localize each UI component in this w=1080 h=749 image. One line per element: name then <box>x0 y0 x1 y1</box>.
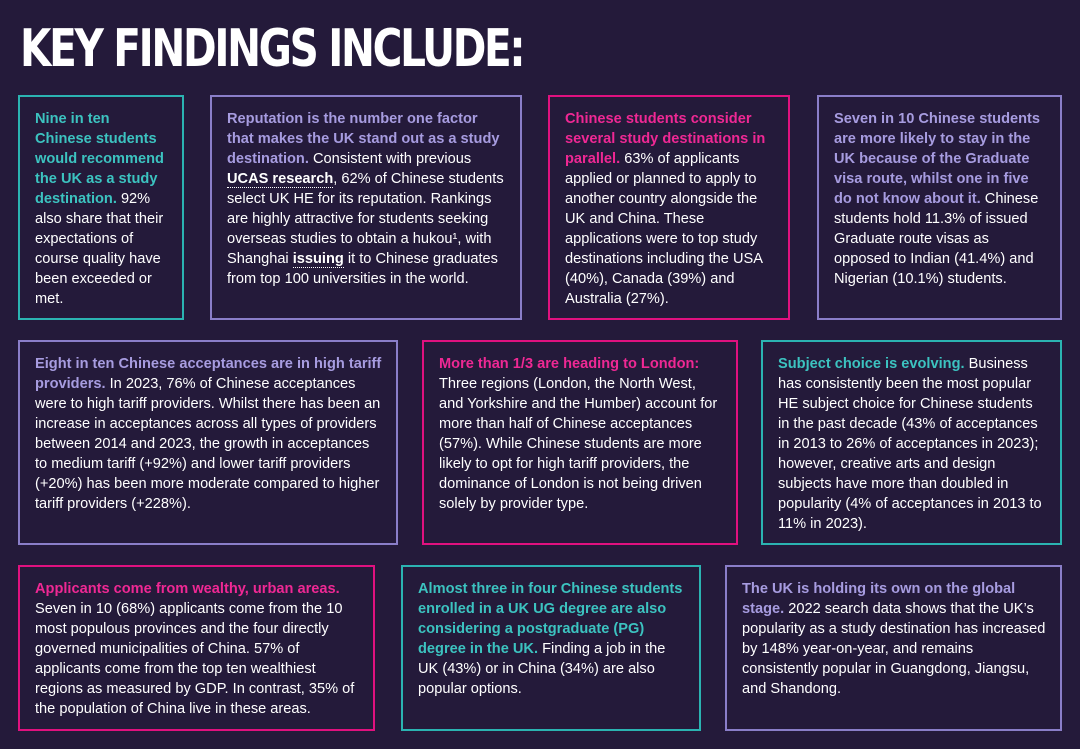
finding-headline: More than 1/3 are heading to London: <box>439 356 700 372</box>
finding-card-wealthy-areas <box>18 565 375 731</box>
finding-headline: The UK is holding its own on the global stage. <box>742 581 1016 617</box>
ucas-research-link[interactable]: UCAS research <box>227 171 334 187</box>
finding-body: 63% of applicants applied or planned to apply to another country alongside the UK and China. These applications were to top study destinations including the USA (40%), Canada (39%) and Australia (27%). <box>565 151 763 307</box>
finding-headline: Eight in ten Chinese acceptances are in high tariff providers. <box>35 356 382 392</box>
finding-body: , 62% of Chinese students select UK HE for its reputation. Rankings are highly attractive for students seeking overseas studies to obtain a hukou¹, with Shanghai <box>227 171 504 267</box>
finding-body: it to Chinese graduates from top 100 universities in the world. <box>227 251 498 287</box>
finding-headline: Reputation is the number one factor that makes the UK stand out as a study destination. <box>227 111 500 167</box>
finding-body: 2022 search data shows that the UK’s popularity as a study destination has increased by 148% year-on-year, and remains consistently popular in Guangdong, Jiangsu, and Shandong. <box>742 601 1046 697</box>
finding-body: Chinese students hold 11.3% of issued Graduate route visas as opposed to Indian (41.4%) and Nigerian (10.1%) students. <box>834 191 1039 287</box>
finding-text <box>35 109 168 309</box>
finding-body: 92% also share that their expectations of course quality have been exceeded or met. <box>35 191 164 307</box>
finding-card-high-tariff <box>18 340 398 545</box>
finding-headline: Chinese students consider several study destinations in parallel. <box>565 111 766 167</box>
finding-card-london <box>422 340 738 545</box>
issuing-link[interactable]: issuing <box>292 251 344 267</box>
finding-text <box>565 109 774 309</box>
finding-card-global-stage <box>725 565 1062 731</box>
finding-body: Business has consistently been the most popular HE subject choice for Chinese students in the past decade (43% of acceptances in 2013 to 26% of acceptances in 2023); however, creative arts and design subjects have more than doubled in popularity (4% of acceptances in 2013 to 11% in 2023). <box>778 356 1042 532</box>
finding-card-subject-choice <box>761 340 1062 545</box>
finding-card-recommend <box>18 95 184 320</box>
finding-text <box>35 579 359 719</box>
finding-headline: Seven in 10 Chinese students are more likely to stay in the UK because of the Graduate visa route, whilst one in five do not know about it. <box>834 111 1041 207</box>
finding-text <box>834 109 1046 289</box>
finding-card-postgraduate <box>401 565 701 731</box>
finding-card-graduate-visa <box>817 95 1062 320</box>
finding-body: Seven in 10 (68%) applicants come from the 10 most populous provinces and the four directly governed municipalities of China. 57% of applicants come from the top ten wealthiest regions as measured by GDP. In contrast, 35% of the population of China live in these areas. <box>35 601 355 717</box>
finding-text <box>439 354 722 514</box>
finding-body: Three regions (London, the North West, and Yorkshire and the Humber) account for more than half of Chinese acceptances (57%). While Chinese students are more likely to opt for high tariff providers, the dominance of London is not being driven solely by provider type. <box>439 376 718 512</box>
finding-text <box>35 354 382 514</box>
finding-card-reputation <box>210 95 522 320</box>
finding-text <box>778 354 1046 534</box>
finding-headline: Subject choice is evolving. <box>778 356 965 372</box>
finding-text <box>418 579 685 699</box>
finding-text <box>742 579 1046 699</box>
finding-card-destinations <box>548 95 790 320</box>
finding-headline: Applicants come from wealthy, urban areas. <box>35 581 340 597</box>
finding-headline: Nine in ten Chinese students would recommend the UK as a study destination. <box>35 111 164 207</box>
finding-headline: Almost three in four Chinese students enrolled in a UK UG degree are also considering a postgraduate (PG) degree in the UK. <box>418 581 683 657</box>
finding-body: Finding a job in the UK (43%) or in China (34%) are also popular options. <box>418 641 666 697</box>
finding-body: In 2023, 76% of Chinese acceptances were to high tariff providers. Whilst there has been an increase in acceptances across all types of providers between 2014 and 2023, the growth in acceptances to medium tariff (+92%) and lower tariff providers (+20%) has been more moderate compared to higher tariff providers (+228%). <box>35 376 381 512</box>
finding-text <box>227 109 506 289</box>
finding-body: Consistent with previous <box>308 151 472 167</box>
page-title: KEY FINDINGS INCLUDE: <box>20 19 524 79</box>
